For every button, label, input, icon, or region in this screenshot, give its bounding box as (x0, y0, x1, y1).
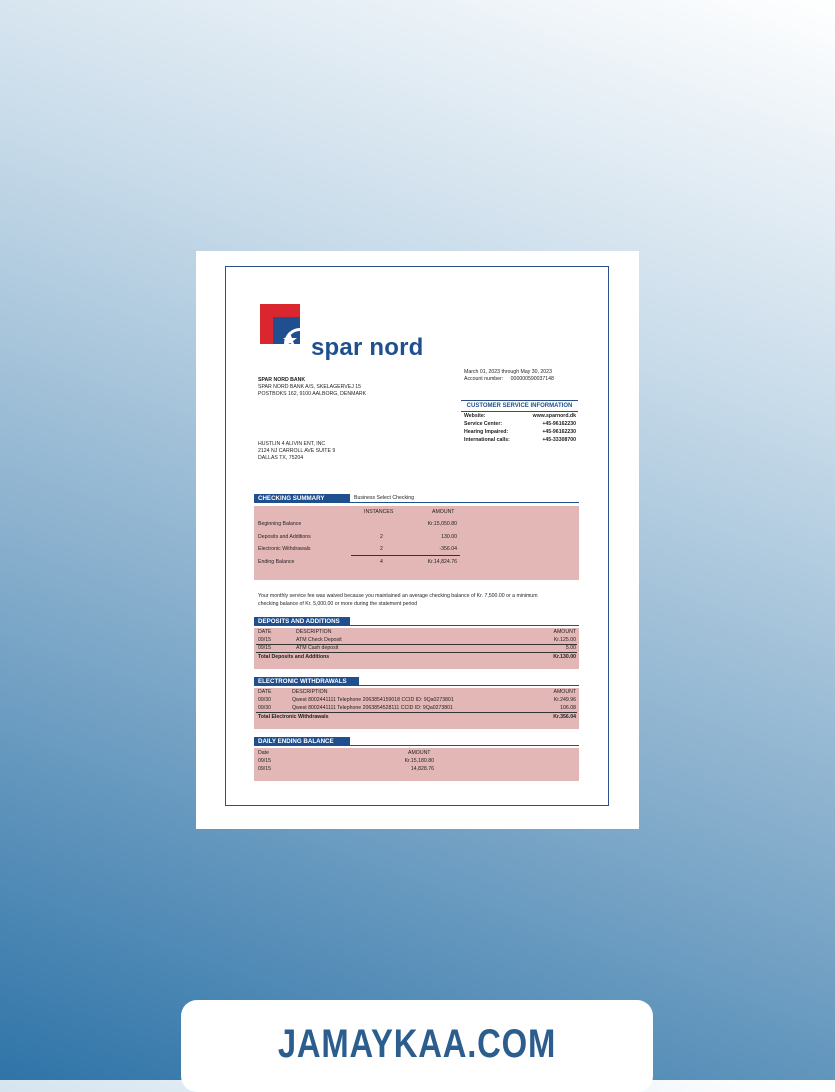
daily-amount: 14,828.76 (410, 766, 434, 772)
account-type: Business Select Checking (354, 495, 414, 501)
account-number-label: Account number: (464, 376, 504, 382)
withdrawals-header (254, 677, 579, 686)
withdrawals-col-desc: DESCRIPTION (292, 689, 328, 695)
fee-note-line-2: checking balance of Kr. 5,000.00 or more during the statement period (258, 601, 418, 607)
footer-site-text: JAMAYKAA.COM (277, 1022, 557, 1066)
summary-label: Ending Balance (258, 559, 295, 565)
cs-row: Website: www.sparnord.dk (464, 413, 576, 419)
statement-sheet (196, 251, 639, 829)
withdrawal-amount: 106.08 (560, 705, 576, 711)
deposit-amount: 5.00 (565, 645, 576, 651)
withdrawals-total-label: Total Electronic Withdrawals (258, 714, 329, 720)
deposit-amount: Kr.125.00 (553, 637, 576, 643)
footer-banner (181, 1000, 653, 1092)
bank-address-2: POSTBOKS 162, 9100 AALBORG, DENMARK (258, 391, 367, 397)
deposits-header (254, 617, 579, 626)
customer-service-title: CUSTOMER SERVICE INFORMATION (461, 400, 578, 412)
deposits-total-label: Total Deposits and Additions (258, 654, 330, 660)
account-number-row (464, 376, 554, 383)
deposits-col-desc: DESCRIPTION (296, 629, 332, 635)
daily-col-amount: AMOUNT (408, 750, 431, 756)
daily-balance-title: DAILY ENDING BALANCE (254, 737, 350, 746)
summary-amount: Kr.15,050.80 (427, 521, 457, 527)
daily-amount: Kr.15,180.80 (404, 758, 434, 764)
checking-summary-title: CHECKING SUMMARY (254, 494, 350, 503)
col-amount: AMOUNT (432, 509, 455, 515)
deposit-desc: ATM Check Deposit (296, 637, 342, 643)
checking-summary-panel (254, 506, 579, 580)
deposits-col-date: DATE (258, 629, 272, 635)
withdrawals-total-amount: Kr.356.04 (553, 714, 576, 720)
account-number: 000000590037148 (510, 376, 554, 382)
withdrawal-desc: Qwest 8002441111 Telephone 2063854528111 CCID ID: 9Qa0273801 (292, 705, 453, 711)
bank-name: SPAR NORD BANK (258, 377, 306, 383)
checking-summary-header (254, 494, 579, 503)
cs-row: Service Center: +45-96162230 (464, 421, 576, 427)
summary-label: Beginning Balance (258, 521, 302, 527)
summary-instances: 2 (380, 534, 383, 540)
summary-amount: Kr.14,824.76 (427, 559, 457, 565)
customer-service-table (464, 412, 576, 444)
customer-address-2: DALLAS TX, 75204 (258, 455, 304, 461)
cs-row: International calls: +45-33308700 (464, 437, 576, 443)
col-instances: INSTANCES (364, 509, 394, 515)
deposit-date: 09/15 (258, 645, 271, 651)
deposits-total-amount: Kr.130.00 (553, 654, 576, 660)
summary-label: Deposits and Additions (258, 534, 311, 540)
cs-row: Hearing Impaired: +45-96162230 (464, 429, 576, 435)
withdrawal-date: 09/30 (258, 697, 271, 703)
withdrawal-date: 09/30 (258, 705, 271, 711)
deposits-col-amount: AMOUNT (553, 629, 576, 635)
daily-balance-header (254, 737, 579, 746)
withdrawal-desc: Qwest 8002441111 Telephone 2063854159018 CCID ID: 9Qa0273801 (292, 697, 454, 703)
summary-divider (351, 555, 460, 556)
fee-note-line-1: Your monthly service fee was waived because you maintained an average checking balance of Kr. 7,500.00 or a minimum (258, 593, 538, 599)
daily-date: 09/15 (258, 766, 271, 772)
deposit-date: 09/15 (258, 637, 271, 643)
deposits-title: DEPOSITS AND ADDITIONS (254, 617, 350, 626)
customer-name: HUSTLIN 4 ALIVIN ENT, INC (258, 441, 326, 447)
withdrawals-col-amount: AMOUNT (553, 689, 576, 695)
statement-period: March 01, 2023 through May 30, 2023 (464, 369, 552, 375)
withdrawal-amount: Kr.249.96 (553, 697, 576, 703)
customer-address-1: 2124 NJ CARROLL AVE SUITE 9 (258, 448, 336, 454)
withdrawals-col-date: DATE (258, 689, 272, 695)
summary-label: Electronic Withdrawals (258, 546, 311, 552)
deposit-desc: ATM Cash deposit (296, 645, 339, 651)
bank-address-1: SPAR NORD BANK A/S, SKELAGERVEJ 15 (258, 384, 362, 390)
daily-date: 09/15 (258, 758, 271, 764)
daily-col-date: Date (258, 750, 269, 756)
summary-instances: 4 (380, 559, 383, 565)
summary-instances: 2 (380, 546, 383, 552)
logo-wordmark: spar nord (311, 334, 424, 361)
summary-amount: 130.00 (441, 534, 457, 540)
summary-amount: -356.04 (439, 546, 457, 552)
withdrawals-title: ELECTRONIC WITHDRAWALS (254, 677, 359, 686)
